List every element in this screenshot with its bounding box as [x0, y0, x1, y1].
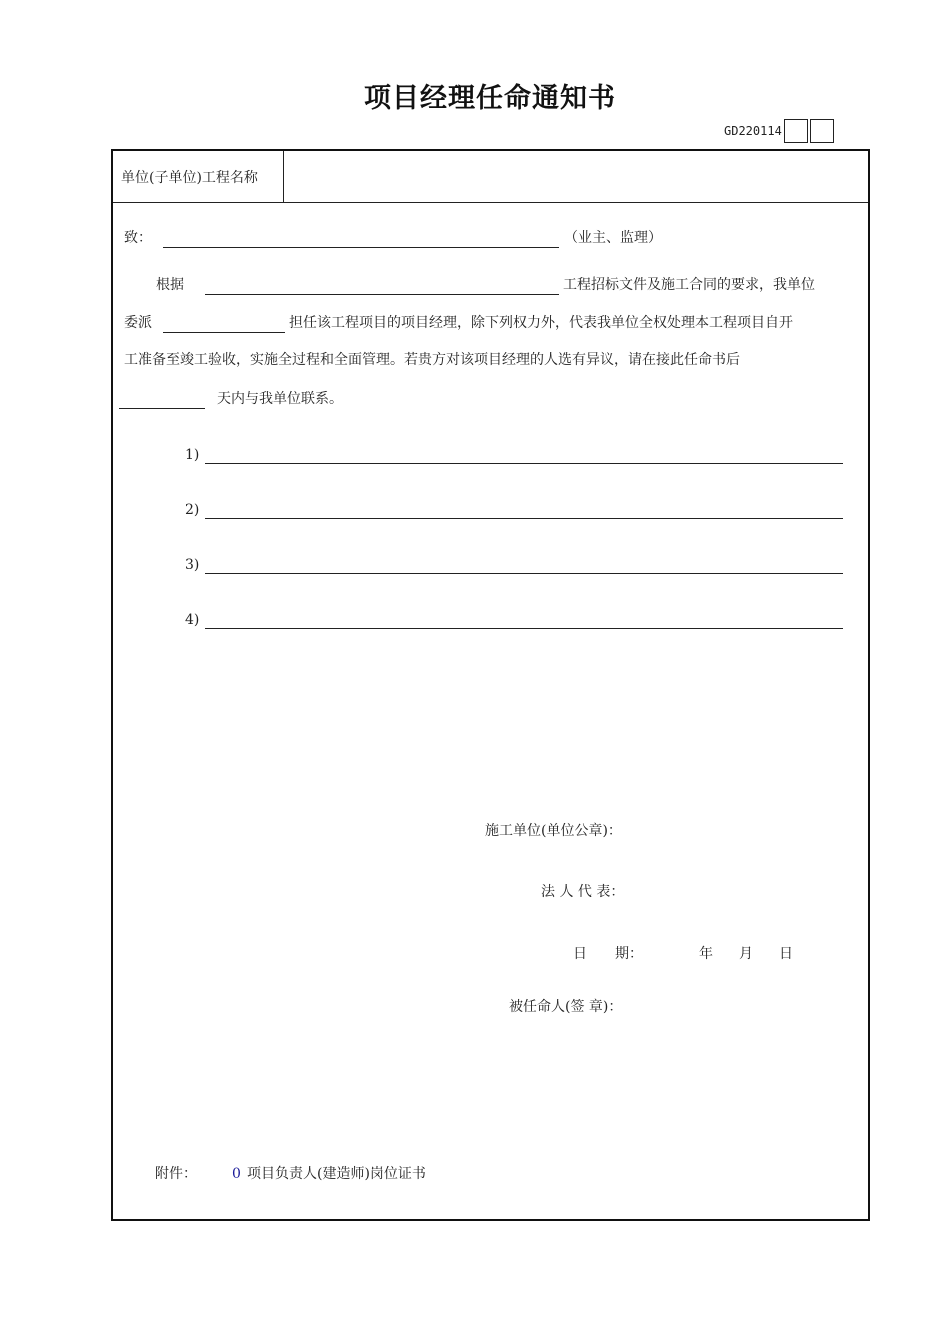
date-day: 日 [779, 946, 793, 962]
form-frame [111, 149, 870, 1221]
item-3-field[interactable] [205, 573, 843, 574]
body-line-3: 工准备至竣工验收，实施全过程和全面管理。若贵方对该项目经理的人选有异议，请在接此任命书后 [124, 352, 740, 368]
project-name-label: 单位(子单位)工程名称 [113, 151, 284, 202]
attachment-text: 项目负责人(建造师)岗位证书 [247, 1166, 426, 1182]
date-label: 日 期： [573, 946, 643, 962]
item-2-field[interactable] [205, 518, 843, 519]
item-3-label: 3) [185, 557, 200, 573]
appointee-name-field[interactable] [163, 332, 285, 333]
attachment-count: 0 [232, 1166, 241, 1182]
project-name-row [113, 151, 868, 203]
code-box-1[interactable] [784, 119, 808, 143]
basis-suffix: 工程招标文件及施工合同的要求，我单位 [563, 277, 815, 293]
appoint-suffix: 担任该工程项目的项目经理，除下列权力外，代表我单位全权处理本工程项目自开 [289, 315, 793, 331]
item-1-label: 1) [185, 447, 200, 463]
to-label: 致： [124, 230, 152, 246]
appoint-prefix: 委派 [124, 315, 152, 331]
project-name-field[interactable] [286, 151, 866, 202]
to-suffix: （业主、监理） [564, 230, 662, 246]
days-field[interactable] [119, 408, 205, 409]
item-1-field[interactable] [205, 463, 843, 464]
company-seal-label: 施工单位(单位公章)： [485, 823, 622, 839]
document-code [724, 118, 834, 144]
document-code-text: GD220114 [724, 124, 782, 138]
appointee-sign-label: 被任命人(签 章)： [509, 999, 623, 1015]
page-title: 项目经理任命通知书 [364, 83, 616, 114]
item-4-label: 4) [185, 612, 200, 628]
item-4-field[interactable] [205, 628, 843, 629]
date-month: 月 [739, 946, 753, 962]
to-recipient-field[interactable] [163, 247, 559, 248]
days-suffix: 天内与我单位联系。 [217, 391, 343, 407]
item-2-label: 2) [185, 502, 200, 518]
legal-rep-label: 法 人 代 表： [541, 884, 625, 900]
attachment-label: 附件： [155, 1166, 197, 1182]
date-year: 年 [699, 946, 713, 962]
basis-prefix: 根据 [156, 277, 184, 293]
code-box-2[interactable] [810, 119, 834, 143]
basis-project-field[interactable] [205, 294, 559, 295]
